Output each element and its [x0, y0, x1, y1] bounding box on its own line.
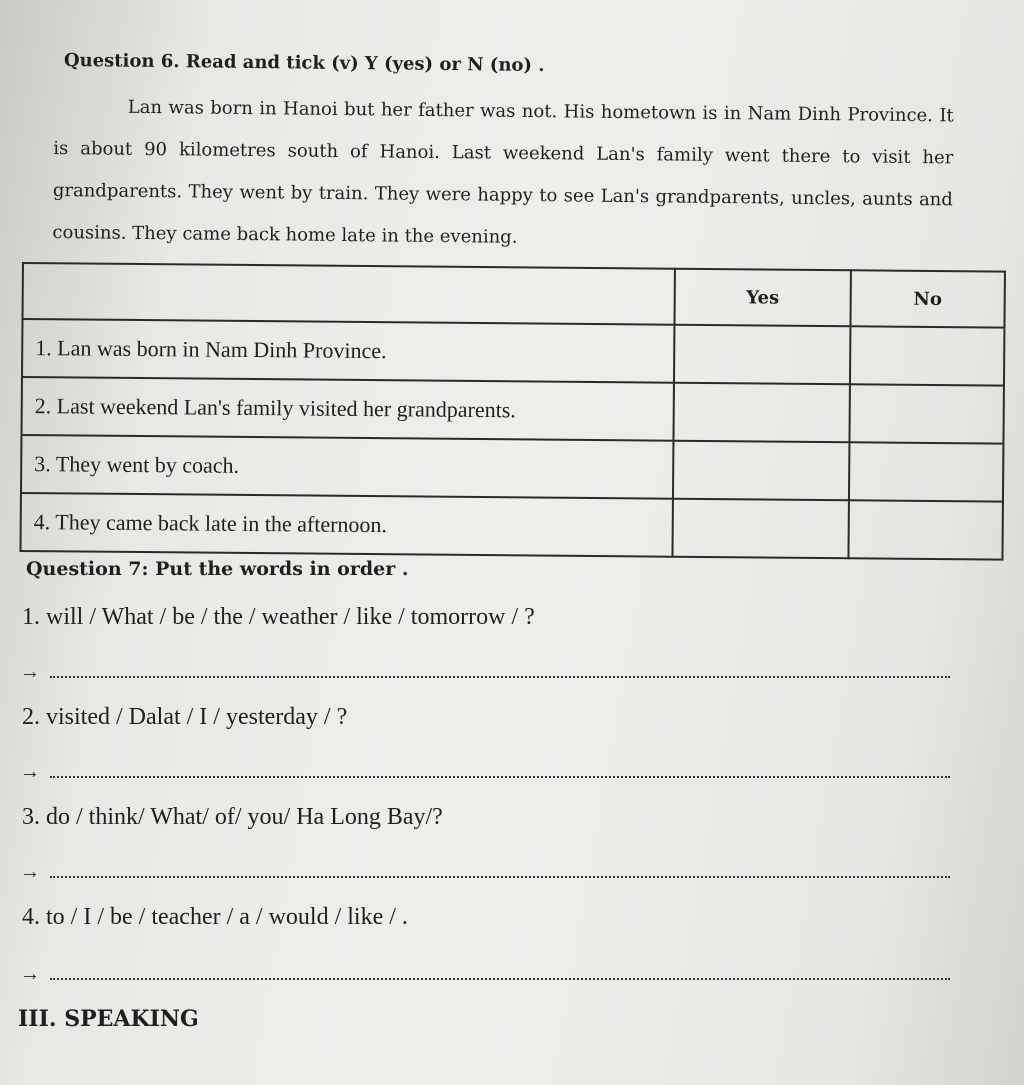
answer-line-2[interactable] [20, 754, 950, 782]
header-yes: Yes [674, 269, 850, 327]
arrow-icon: → [20, 761, 40, 783]
dotted-answer-line [50, 876, 950, 878]
arrow-icon: → [20, 861, 40, 883]
header-no: No [850, 270, 1004, 327]
passage-text: Lan was born in Hanoi but her father was not. His hometown is in Nam Dinh Province. It is about 90 kilometres south of Hanoi. Last weekend Lan's family went there to visit her grandparents. They went by train. They were happy to see Lan's grandparents, uncles, aunts and cousins. They came back home late in the evening. [52, 96, 954, 248]
no-box-1[interactable] [850, 326, 1005, 385]
no-box-4[interactable] [848, 500, 1003, 559]
tick-table-header [23, 263, 1005, 328]
yes-box-2[interactable] [673, 383, 849, 443]
tick-table [19, 262, 1005, 561]
answer-line-3[interactable] [20, 854, 950, 882]
table-row [21, 377, 1003, 444]
header-statement [23, 263, 675, 325]
answer-line-1[interactable] [20, 654, 950, 682]
dotted-answer-line [50, 776, 950, 778]
order-item-3: 3. do / think/ What/ of/ you/ Ha Long Bay/? [22, 804, 443, 830]
order-item-2: 2. visited / Dalat / I / yesterday / ? [22, 704, 348, 730]
reading-passage [52, 86, 954, 263]
arrow-icon: → [20, 963, 40, 985]
table-row [21, 435, 1003, 502]
answer-line-4[interactable] [20, 956, 950, 984]
no-box-2[interactable] [849, 384, 1004, 443]
dotted-answer-line [50, 978, 950, 980]
dotted-answer-line [50, 676, 950, 678]
question-7-title: Question 7: Put the words in order . [26, 558, 409, 580]
table-row [22, 319, 1004, 386]
statement-1: 1. Lan was born in Nam Dinh Province. [22, 319, 674, 383]
order-item-1: 1. will / What / be / the / weather / like / tomorrow / ? [22, 604, 535, 630]
statement-2: 2. Last weekend Lan's family visited her grandparents. [21, 377, 673, 441]
yes-box-4[interactable] [672, 499, 848, 559]
order-item-4: 4. to / I / be / teacher / a / would / like / . [22, 904, 408, 930]
statement-3: 3. They went by coach. [21, 435, 673, 499]
yes-box-1[interactable] [674, 325, 850, 385]
arrow-icon: → [20, 661, 40, 683]
section-heading-speaking: III. SPEAKING [18, 1006, 199, 1032]
table-row [20, 493, 1002, 560]
passage-indent [54, 112, 128, 113]
no-box-3[interactable] [849, 442, 1004, 501]
question-6-title: Question 6. Read and tick (v) Y (yes) or N (no) . [63, 50, 545, 77]
statement-4: 4. They came back late in the afternoon. [20, 493, 672, 557]
yes-box-3[interactable] [673, 441, 849, 501]
